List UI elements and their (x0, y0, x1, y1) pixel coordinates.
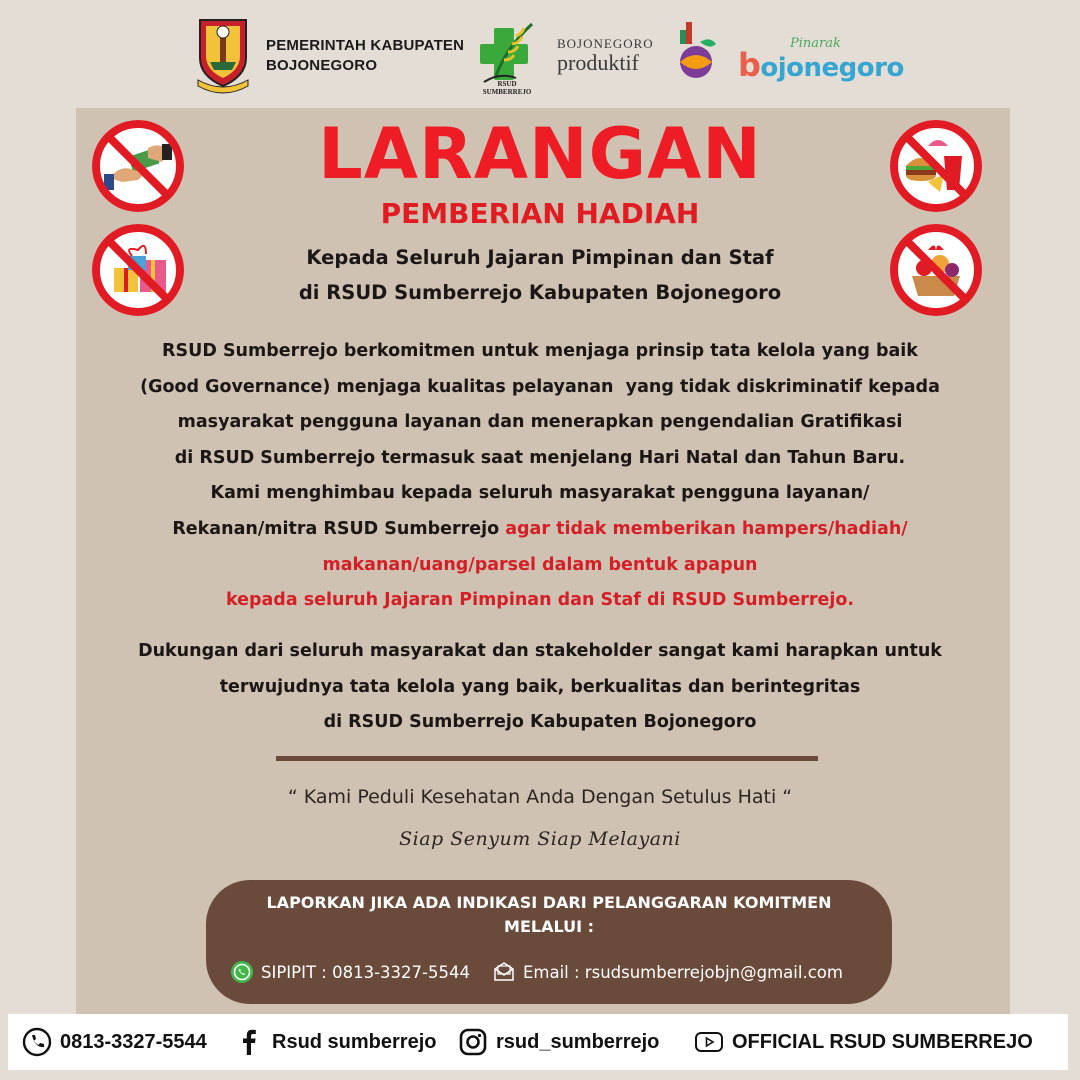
rsud-logo-caption: RSUD SUMBERREJO (482, 80, 532, 96)
pinarak-bojonegoro-logo (738, 46, 904, 84)
header-logos (0, 0, 1080, 108)
report-title (206, 891, 892, 939)
support-paragraph (0, 634, 1080, 741)
facebook-icon (234, 1027, 264, 1057)
gov-line-2: BOJONEGORO (266, 57, 378, 74)
divider (276, 756, 818, 761)
footer-youtube-text: OFFICIAL RSUD SUMBERREJO (732, 1030, 1033, 1053)
footer-phone-text: 0813-3327-5544 (60, 1030, 207, 1053)
whatsapp-icon (230, 960, 254, 984)
sipipit-contact[interactable]: SIPIPIT : 0813-3327-5544 (261, 962, 470, 982)
footer-facebook-text: Rsud sumberrejo (272, 1030, 437, 1053)
recipient-line-1: Kepada Seluruh Jajaran Pimpinan dan Staf (306, 246, 774, 269)
tagline: Siap Senyum Siap Melayani (399, 828, 681, 850)
recipient-line-2: di RSUD Sumberrejo Kabupaten Bojonegoro (298, 281, 782, 304)
report-box (206, 880, 892, 1004)
recipient-block (0, 240, 1080, 310)
body-line-6-red: agar tidak memberikan hampers/hadiah/ (505, 518, 908, 539)
report-title-line-2: MELALUI : (504, 917, 594, 936)
footer-facebook[interactable] (234, 1014, 436, 1070)
body-line-6-black: Rekanan/mitra RSUD Sumberrejo (172, 518, 506, 539)
footer-instagram-text: rsud_sumberrejo (496, 1030, 660, 1053)
bojonegoro-seal-icon (196, 14, 250, 94)
youtube-icon (694, 1027, 724, 1057)
support-line-1: Dukungan dari seluruh masyarakat dan stakeholder sangat kami harapkan untuk (138, 641, 942, 661)
body-line-7: makanan/uang/parsel dalam bentuk apapun (322, 554, 758, 575)
body-line-8: kepada seluruh Jajaran Pimpinan dan Staf di RSUD Sumberrejo. (225, 590, 855, 611)
body-line-4: di RSUD Sumberrejo termasuk saat menjelang Hari Natal dan Tahun Baru. (174, 447, 906, 468)
produktif-emblem-icon (670, 18, 720, 82)
title-sub: PEMBERIAN HADIAH (380, 197, 700, 230)
body-line-1: RSUD Sumberrejo berkomitmen untuk menjaga prinsip tata kelola yang baik (162, 341, 918, 361)
pinarak-small-text: Pinarak (790, 36, 841, 51)
support-line-3: di RSUD Sumberrejo Kabupaten Bojonegoro (323, 712, 757, 733)
body-line-5: Kami menghimbau kepada seluruh masyarakat pengguna layanan/ (210, 483, 870, 504)
email-icon (492, 960, 516, 984)
pinarak-b-letter: b (738, 46, 761, 84)
government-name (266, 36, 464, 76)
report-title-line-1: LAPORKAN JIKA ADA INDIKASI DARI PELANGGARAN KOMITMEN (266, 893, 832, 912)
footer-instagram[interactable] (458, 1014, 659, 1070)
body-line-3: masyarakat pengguna layanan dan menerapkan pengendalian Gratifikasi (177, 412, 903, 433)
phone-icon (22, 1027, 52, 1057)
body-line-2: (Good Governance) menjaga kualitas pelayanan yang tidak diskriminatif kepada (140, 376, 940, 397)
gov-line-1: PEMERINTAH KABUPATEN (266, 37, 465, 54)
produktif-main-text: produktif (557, 50, 639, 75)
support-line-2: terwujudnya tata kelola yang baik, berkualitas dan berintegritas (219, 676, 861, 697)
email-contact[interactable]: Email : rsudsumberrejobjn@gmail.com (522, 962, 843, 982)
body-paragraph (0, 334, 1080, 619)
contact-row (230, 958, 865, 986)
body-line-6 (0, 512, 1080, 548)
footer-bar (8, 1014, 1068, 1070)
produktif-top-text: BOJONEGORO (557, 36, 654, 51)
title-main: LARANGAN (318, 113, 762, 195)
motto-quote: “ Kami Peduli Kesehatan Anda Dengan Setulus Hati “ (287, 786, 793, 808)
instagram-icon (458, 1027, 488, 1057)
footer-phone[interactable] (22, 1014, 207, 1070)
pinarak-rest-text: ojonegoro (760, 53, 904, 83)
footer-youtube[interactable] (694, 1014, 1033, 1070)
